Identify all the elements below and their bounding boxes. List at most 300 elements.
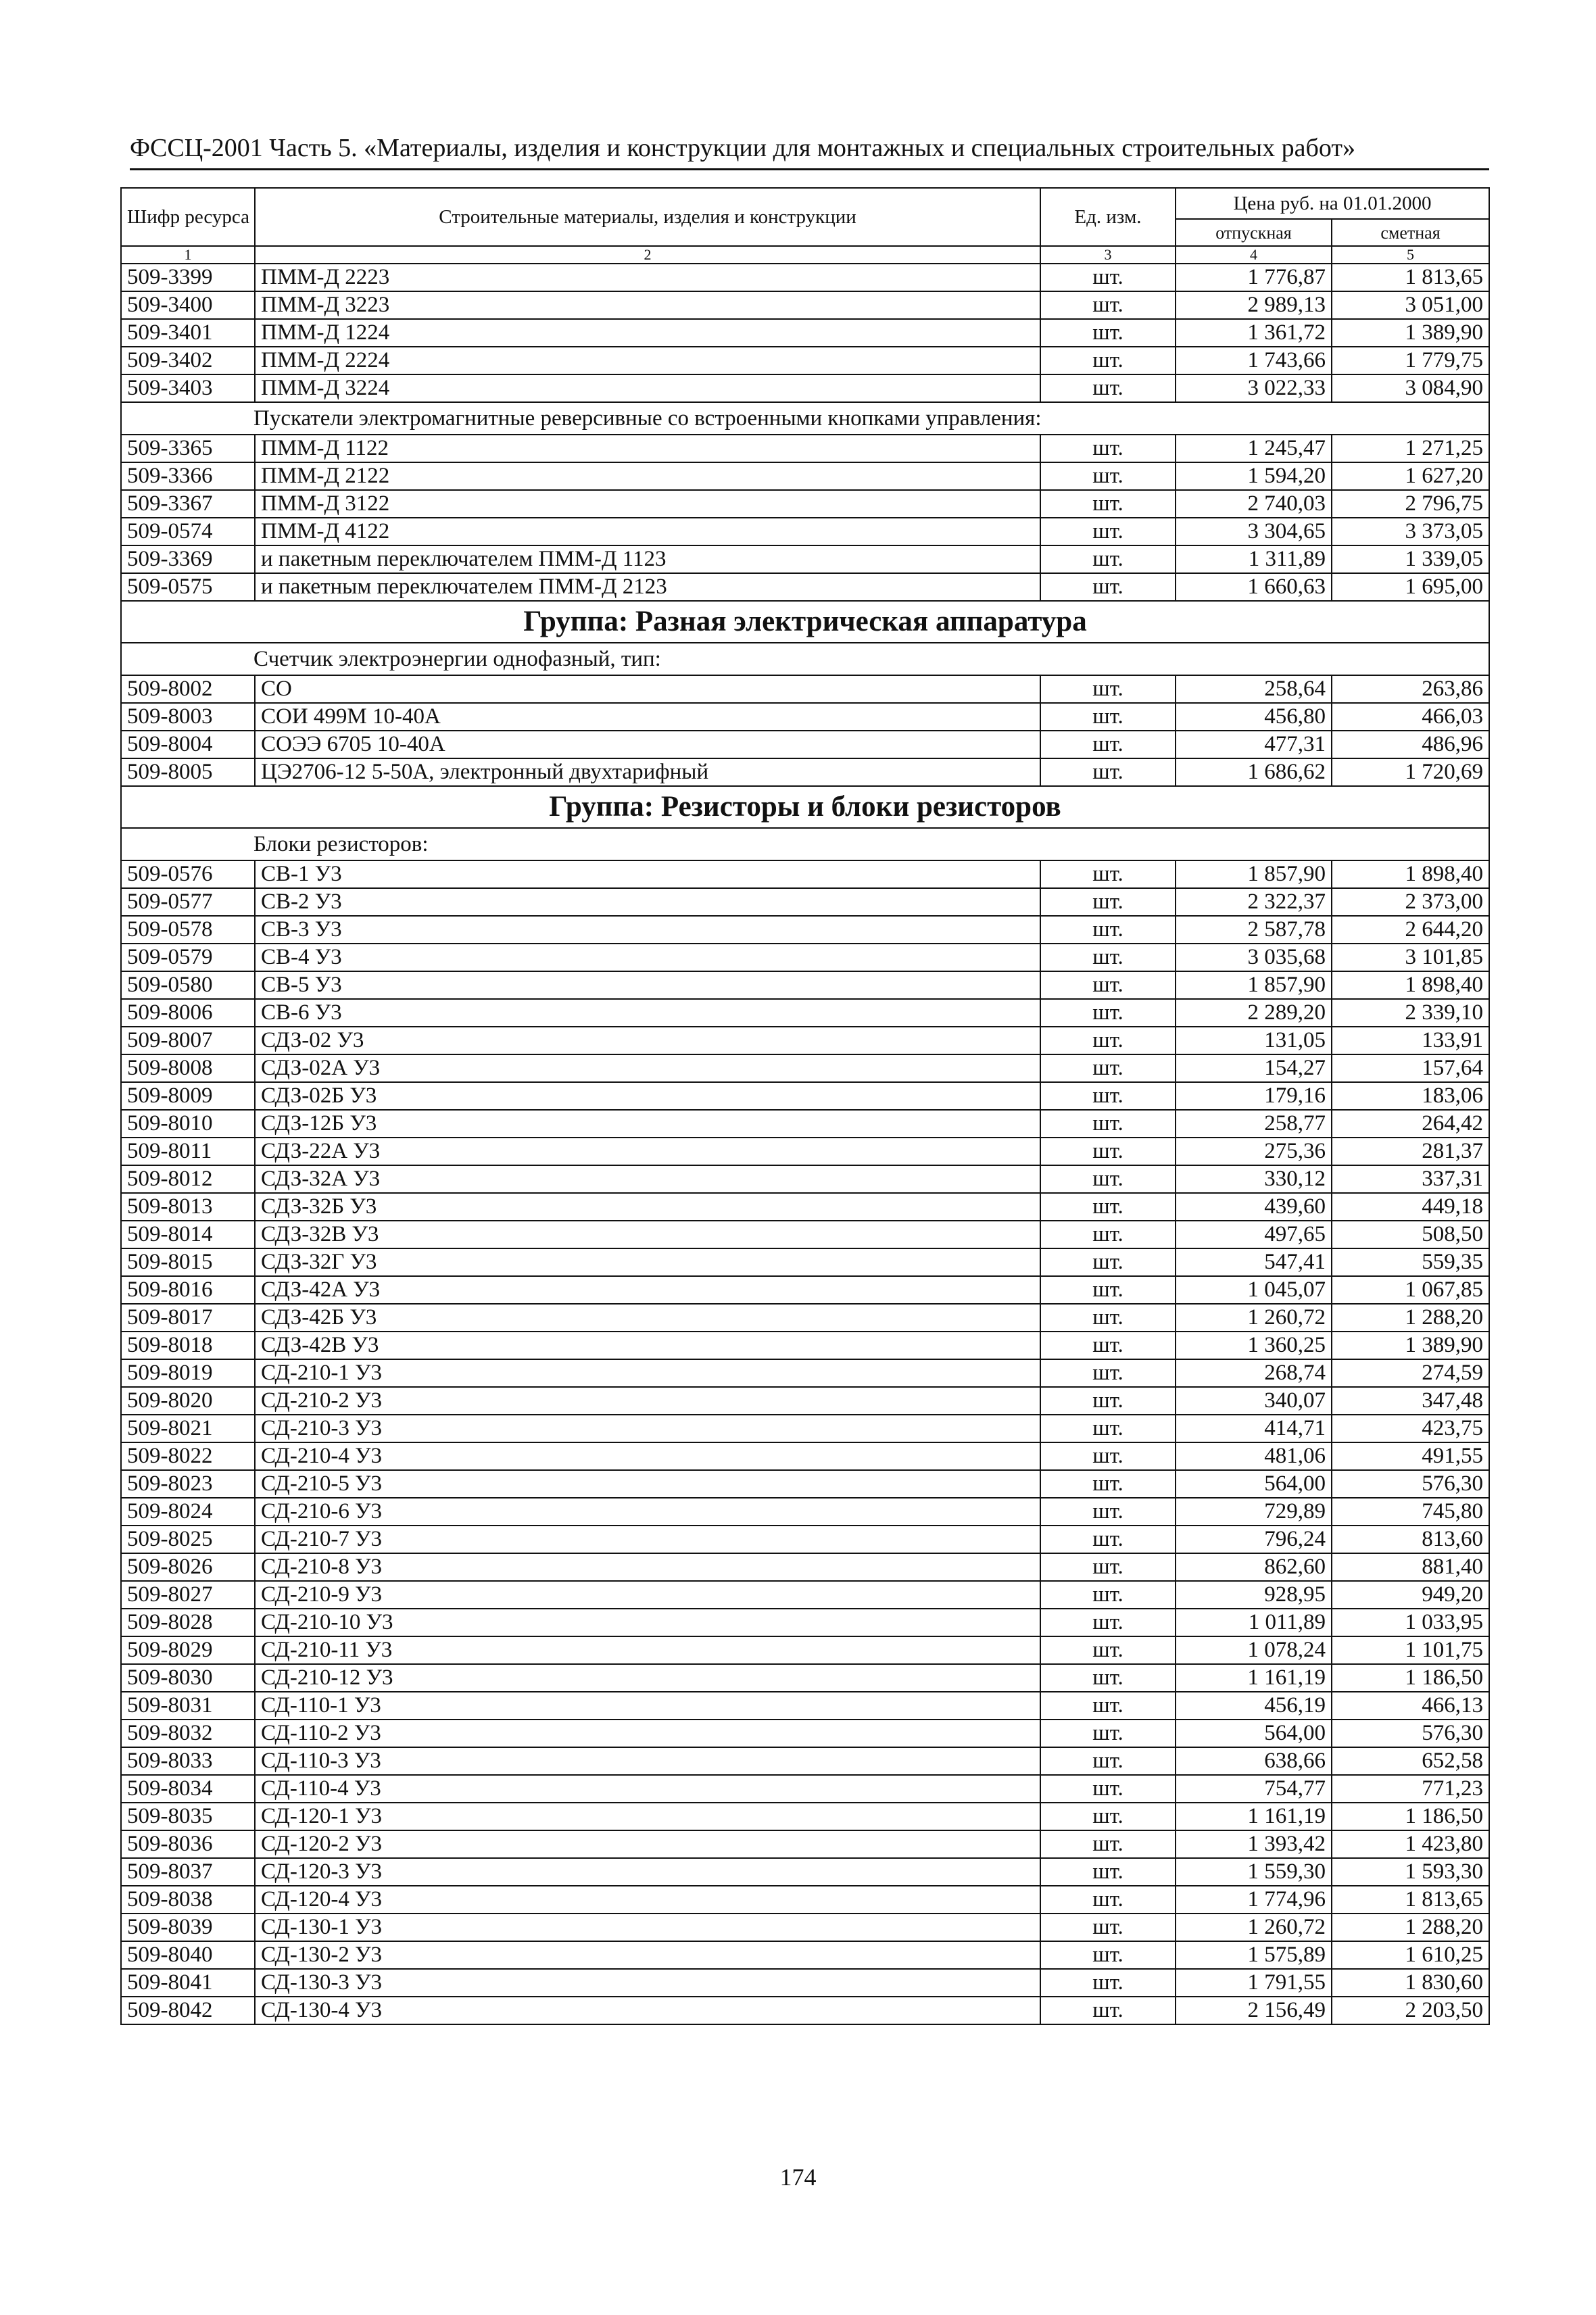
cell-estimate-price: 1 813,65 <box>1332 264 1489 291</box>
table-row <box>121 518 1489 545</box>
cell-unit: шт. <box>1040 1830 1176 1858</box>
cell-code: 509-8007 <box>121 1027 255 1054</box>
table-row <box>121 1581 1489 1609</box>
table-row <box>121 758 1489 786</box>
cell-estimate-price: 1 033,95 <box>1332 1609 1489 1636</box>
cell-estimate-price: 576,30 <box>1332 1720 1489 1747</box>
cell-name: СД-210-12 У3 <box>255 1664 1040 1692</box>
table-row <box>121 490 1489 518</box>
cell-estimate-price: 347,48 <box>1332 1387 1489 1415</box>
col-number: 5 <box>1332 246 1489 264</box>
cell-estimate-price: 274,59 <box>1332 1359 1489 1387</box>
cell-name: СД-130-4 У3 <box>255 1997 1040 2024</box>
cell-unit: шт. <box>1040 1054 1176 1082</box>
cell-name: СД-210-3 У3 <box>255 1415 1040 1442</box>
cell-name: СДЗ-12Б У3 <box>255 1110 1040 1138</box>
cell-code: 509-8012 <box>121 1165 255 1193</box>
cell-release-price: 2 156,49 <box>1176 1997 1332 2024</box>
cell-name: СД-210-6 У3 <box>255 1498 1040 1526</box>
cell-release-price: 3 035,68 <box>1176 944 1332 971</box>
cell-code: 509-8019 <box>121 1359 255 1387</box>
cell-release-price: 1 011,89 <box>1176 1609 1332 1636</box>
cell-release-price: 1 161,19 <box>1176 1664 1332 1692</box>
table-row <box>121 1470 1489 1498</box>
cell-estimate-price: 1 186,50 <box>1332 1664 1489 1692</box>
cell-release-price: 1 559,30 <box>1176 1858 1332 1886</box>
cell-release-price: 2 587,78 <box>1176 916 1332 944</box>
cell-name: ПММ-Д 2224 <box>255 347 1040 374</box>
cell-unit: шт. <box>1040 731 1176 758</box>
table-row <box>121 573 1489 601</box>
cell-estimate-price: 949,20 <box>1332 1581 1489 1609</box>
cell-estimate-price: 1 389,90 <box>1332 1332 1489 1359</box>
cell-code: 509-8037 <box>121 1858 255 1886</box>
cell-name: СДЗ-02 У3 <box>255 1027 1040 1054</box>
table-row <box>121 1387 1489 1415</box>
cell-estimate-price: 1 271,25 <box>1332 435 1489 462</box>
cell-release-price: 1 260,72 <box>1176 1304 1332 1332</box>
cell-code: 509-8025 <box>121 1526 255 1553</box>
cell-estimate-price: 1 067,85 <box>1332 1276 1489 1304</box>
cell-release-price: 477,31 <box>1176 731 1332 758</box>
table-row <box>121 1498 1489 1526</box>
cell-unit: шт. <box>1040 573 1176 601</box>
table-row <box>121 1332 1489 1359</box>
table-row <box>121 1526 1489 1553</box>
cell-release-price: 564,00 <box>1176 1720 1332 1747</box>
cell-code: 509-8028 <box>121 1609 255 1636</box>
cell-name: СД-120-4 У3 <box>255 1886 1040 1914</box>
table-row <box>121 1027 1489 1054</box>
cell-release-price: 1 260,72 <box>1176 1914 1332 1941</box>
cell-code: 509-8004 <box>121 731 255 758</box>
cell-code: 509-8036 <box>121 1830 255 1858</box>
cell-code: 509-0578 <box>121 916 255 944</box>
cell-name: СД-210-9 У3 <box>255 1581 1040 1609</box>
cell-name: СДЗ-32В У3 <box>255 1221 1040 1248</box>
cell-code: 509-3401 <box>121 319 255 347</box>
table-row <box>121 1692 1489 1720</box>
cell-name: СД-110-4 У3 <box>255 1775 1040 1803</box>
col-price-header: Цена руб. на 01.01.2000 <box>1176 188 1489 219</box>
cell-code: 509-8021 <box>121 1415 255 1442</box>
cell-code: 509-8034 <box>121 1775 255 1803</box>
cell-estimate-price: 466,03 <box>1332 703 1489 731</box>
table-row <box>121 1248 1489 1276</box>
cell-name: СДЗ-32Г У3 <box>255 1248 1040 1276</box>
cell-release-price: 1 161,19 <box>1176 1803 1332 1830</box>
cell-unit: шт. <box>1040 1387 1176 1415</box>
cell-estimate-price: 3 051,00 <box>1332 291 1489 319</box>
cell-unit: шт. <box>1040 264 1176 291</box>
cell-name: ПММ-Д 3122 <box>255 490 1040 518</box>
cell-estimate-price: 771,23 <box>1332 1775 1489 1803</box>
cell-name: СДЗ-42Б У3 <box>255 1304 1040 1332</box>
cell-estimate-price: 2 373,00 <box>1332 888 1489 916</box>
col-name-header: Строительные материалы, изделия и конструкции <box>255 188 1040 246</box>
cell-release-price: 3 304,65 <box>1176 518 1332 545</box>
table-row <box>121 1914 1489 1941</box>
cell-name: СД-210-4 У3 <box>255 1442 1040 1470</box>
cell-unit: шт. <box>1040 703 1176 731</box>
cell-estimate-price: 1 101,75 <box>1332 1636 1489 1664</box>
cell-code: 509-0580 <box>121 971 255 999</box>
cell-release-price: 2 989,13 <box>1176 291 1332 319</box>
cell-name: СД-110-2 У3 <box>255 1720 1040 1747</box>
cell-unit: шт. <box>1040 518 1176 545</box>
cell-name: СОЭЭ 6705 10-40А <box>255 731 1040 758</box>
cell-release-price: 1 361,72 <box>1176 319 1332 347</box>
table-row <box>121 1997 1489 2024</box>
cell-release-price: 2 740,03 <box>1176 490 1332 518</box>
cell-code: 509-8039 <box>121 1914 255 1941</box>
cell-name: СДЗ-22А У3 <box>255 1138 1040 1165</box>
table-row <box>121 1276 1489 1304</box>
table-row <box>121 888 1489 916</box>
section-heading-row <box>121 643 1489 675</box>
table-row <box>121 1636 1489 1664</box>
cell-unit: шт. <box>1040 1276 1176 1304</box>
cell-unit: шт. <box>1040 1858 1176 1886</box>
table-row <box>121 1775 1489 1803</box>
cell-name: СВ-2 У3 <box>255 888 1040 916</box>
cell-unit: шт. <box>1040 1359 1176 1387</box>
cell-unit: шт. <box>1040 374 1176 402</box>
cell-name: ПММ-Д 4122 <box>255 518 1040 545</box>
cell-estimate-price: 2 644,20 <box>1332 916 1489 944</box>
cell-code: 509-3367 <box>121 490 255 518</box>
group-heading: Группа: Разная электрическая аппаратура <box>121 601 1489 643</box>
cell-name: и пакетным переключателем ПММ-Д 1123 <box>255 545 1040 573</box>
cell-estimate-price: 466,13 <box>1332 1692 1489 1720</box>
cell-estimate-price: 264,42 <box>1332 1110 1489 1138</box>
col-estimate-header: сметная <box>1332 219 1489 246</box>
cell-release-price: 481,06 <box>1176 1442 1332 1470</box>
cell-name: СД-120-1 У3 <box>255 1803 1040 1830</box>
cell-release-price: 1 078,24 <box>1176 1636 1332 1664</box>
cell-code: 509-3369 <box>121 545 255 573</box>
cell-release-price: 1 660,63 <box>1176 573 1332 601</box>
cell-name: СД-120-2 У3 <box>255 1830 1040 1858</box>
table-row <box>121 999 1489 1027</box>
cell-unit: шт. <box>1040 1886 1176 1914</box>
cell-unit: шт. <box>1040 1470 1176 1498</box>
cell-code: 509-8008 <box>121 1054 255 1082</box>
cell-unit: шт. <box>1040 1692 1176 1720</box>
table-row <box>121 1054 1489 1082</box>
cell-name: ПММ-Д 2122 <box>255 462 1040 490</box>
cell-unit: шт. <box>1040 347 1176 374</box>
cell-release-price: 1 791,55 <box>1176 1969 1332 1997</box>
section-heading-row <box>121 402 1489 435</box>
cell-code: 509-8035 <box>121 1803 255 1830</box>
cell-unit: шт. <box>1040 1082 1176 1110</box>
cell-estimate-price: 652,58 <box>1332 1747 1489 1775</box>
cell-code: 509-3366 <box>121 462 255 490</box>
cell-estimate-price: 1 288,20 <box>1332 1304 1489 1332</box>
cell-unit: шт. <box>1040 860 1176 888</box>
table-row <box>121 1886 1489 1914</box>
cell-unit: шт. <box>1040 1636 1176 1664</box>
table-row <box>121 731 1489 758</box>
cell-estimate-price: 183,06 <box>1332 1082 1489 1110</box>
cell-release-price: 1 686,62 <box>1176 758 1332 786</box>
table-row <box>121 291 1489 319</box>
cell-code: 509-8002 <box>121 675 255 703</box>
cell-name: СДЗ-02Б У3 <box>255 1082 1040 1110</box>
table-row <box>121 1193 1489 1221</box>
cell-code: 509-8023 <box>121 1470 255 1498</box>
cell-code: 509-8011 <box>121 1138 255 1165</box>
cell-name: СД-110-1 У3 <box>255 1692 1040 1720</box>
cell-name: ПММ-Д 3223 <box>255 291 1040 319</box>
cell-unit: шт. <box>1040 1498 1176 1526</box>
cell-estimate-price: 1 610,25 <box>1332 1941 1489 1969</box>
table-row <box>121 264 1489 291</box>
cell-release-price: 2 322,37 <box>1176 888 1332 916</box>
cell-release-price: 456,19 <box>1176 1692 1332 1720</box>
cell-estimate-price: 2 339,10 <box>1332 999 1489 1027</box>
table-row <box>121 1138 1489 1165</box>
cell-release-price: 131,05 <box>1176 1027 1332 1054</box>
cell-unit: шт. <box>1040 1027 1176 1054</box>
cell-estimate-price: 813,60 <box>1332 1526 1489 1553</box>
table-row <box>121 971 1489 999</box>
table-row <box>121 1609 1489 1636</box>
cell-estimate-price: 3 084,90 <box>1332 374 1489 402</box>
cell-name: СД-210-5 У3 <box>255 1470 1040 1498</box>
table-row <box>121 1941 1489 1969</box>
cell-estimate-price: 508,50 <box>1332 1221 1489 1248</box>
cell-code: 509-8020 <box>121 1387 255 1415</box>
cell-estimate-price: 3 373,05 <box>1332 518 1489 545</box>
cell-release-price: 1 743,66 <box>1176 347 1332 374</box>
cell-unit: шт. <box>1040 435 1176 462</box>
cell-code: 509-8022 <box>121 1442 255 1470</box>
cell-estimate-price: 133,91 <box>1332 1027 1489 1054</box>
cell-code: 509-8006 <box>121 999 255 1027</box>
table-row <box>121 916 1489 944</box>
cell-estimate-price: 3 101,85 <box>1332 944 1489 971</box>
cell-release-price: 275,36 <box>1176 1138 1332 1165</box>
cell-unit: шт. <box>1040 999 1176 1027</box>
table-row <box>121 1720 1489 1747</box>
cell-name: СД-210-2 У3 <box>255 1387 1040 1415</box>
cell-code: 509-8015 <box>121 1248 255 1276</box>
cell-code: 509-8042 <box>121 1997 255 2024</box>
page-header: ФССЦ-2001 Часть 5. «Материалы, изделия и конструкции для монтажных и специальных строительных работ» <box>130 132 1489 170</box>
table-row <box>121 1442 1489 1470</box>
cell-release-price: 1 393,42 <box>1176 1830 1332 1858</box>
cell-code: 509-8032 <box>121 1720 255 1747</box>
table-row <box>121 435 1489 462</box>
cell-estimate-price: 1 423,80 <box>1332 1830 1489 1858</box>
cell-estimate-price: 1 288,20 <box>1332 1914 1489 1941</box>
cell-code: 509-8026 <box>121 1553 255 1581</box>
table-row <box>121 1969 1489 1997</box>
cell-name: СД-210-1 У3 <box>255 1359 1040 1387</box>
cell-release-price: 2 289,20 <box>1176 999 1332 1027</box>
cell-unit: шт. <box>1040 1747 1176 1775</box>
cell-code: 509-8027 <box>121 1581 255 1609</box>
cell-release-price: 796,24 <box>1176 1526 1332 1553</box>
cell-release-price: 154,27 <box>1176 1054 1332 1082</box>
cell-code: 509-8033 <box>121 1747 255 1775</box>
cell-release-price: 729,89 <box>1176 1498 1332 1526</box>
cell-estimate-price: 1 389,90 <box>1332 319 1489 347</box>
cell-code: 509-8013 <box>121 1193 255 1221</box>
cell-unit: шт. <box>1040 319 1176 347</box>
cell-estimate-price: 449,18 <box>1332 1193 1489 1221</box>
cell-release-price: 1 776,87 <box>1176 264 1332 291</box>
cell-unit: шт. <box>1040 1581 1176 1609</box>
cell-unit: шт. <box>1040 675 1176 703</box>
cell-release-price: 3 022,33 <box>1176 374 1332 402</box>
cell-unit: шт. <box>1040 1803 1176 1830</box>
cell-code: 509-8030 <box>121 1664 255 1692</box>
cell-estimate-price: 745,80 <box>1332 1498 1489 1526</box>
table-row <box>121 462 1489 490</box>
cell-unit: шт. <box>1040 1526 1176 1553</box>
cell-unit: шт. <box>1040 1304 1176 1332</box>
cell-estimate-price: 1 830,60 <box>1332 1969 1489 1997</box>
section-heading-row <box>121 828 1489 860</box>
cell-code: 509-0574 <box>121 518 255 545</box>
cell-name: СВ-6 У3 <box>255 999 1040 1027</box>
page-number: 174 <box>779 2164 817 2191</box>
cell-name: ПММ-Д 2223 <box>255 264 1040 291</box>
cell-name: СО <box>255 675 1040 703</box>
cell-release-price: 638,66 <box>1176 1747 1332 1775</box>
cell-estimate-price: 1 695,00 <box>1332 573 1489 601</box>
group-heading: Группа: Резисторы и блоки резисторов <box>121 786 1489 828</box>
table-row <box>121 1165 1489 1193</box>
cell-code: 509-8038 <box>121 1886 255 1914</box>
table-row <box>121 1304 1489 1332</box>
table-row <box>121 1359 1489 1387</box>
cell-release-price: 1 575,89 <box>1176 1941 1332 1969</box>
cell-code: 509-8029 <box>121 1636 255 1664</box>
cell-code: 509-8041 <box>121 1969 255 1997</box>
cell-code: 509-8014 <box>121 1221 255 1248</box>
cell-release-price: 564,00 <box>1176 1470 1332 1498</box>
col-number: 1 <box>121 246 255 264</box>
cell-release-price: 258,77 <box>1176 1110 1332 1138</box>
cell-release-price: 928,95 <box>1176 1581 1332 1609</box>
table-row <box>121 1803 1489 1830</box>
cell-release-price: 330,12 <box>1176 1165 1332 1193</box>
section-heading: Блоки резисторов: <box>121 828 1489 860</box>
cell-name: СВ-4 У3 <box>255 944 1040 971</box>
table-row <box>121 1221 1489 1248</box>
cell-estimate-price: 157,64 <box>1332 1054 1489 1082</box>
cell-code: 509-8016 <box>121 1276 255 1304</box>
cell-code: 509-8040 <box>121 1941 255 1969</box>
cell-code: 509-8009 <box>121 1082 255 1110</box>
cell-unit: шт. <box>1040 1138 1176 1165</box>
cell-release-price: 1 857,90 <box>1176 971 1332 999</box>
table-row <box>121 545 1489 573</box>
cell-unit: шт. <box>1040 916 1176 944</box>
section-heading: Пускатели электромагнитные реверсивные со встроенными кнопками управления: <box>121 402 1489 435</box>
cell-release-price: 497,65 <box>1176 1221 1332 1248</box>
cell-estimate-price: 1 779,75 <box>1332 347 1489 374</box>
cell-unit: шт. <box>1040 462 1176 490</box>
cell-unit: шт. <box>1040 1775 1176 1803</box>
table-row <box>121 374 1489 402</box>
table-body <box>121 264 1489 2024</box>
table-row <box>121 347 1489 374</box>
cell-unit: шт. <box>1040 1193 1176 1221</box>
cell-code: 509-8017 <box>121 1304 255 1332</box>
cell-name: СВ-1 У3 <box>255 860 1040 888</box>
group-heading-row <box>121 601 1489 643</box>
table-row <box>121 1082 1489 1110</box>
cell-code: 509-3399 <box>121 264 255 291</box>
cell-unit: шт. <box>1040 1110 1176 1138</box>
cell-unit: шт. <box>1040 1969 1176 1997</box>
cell-code: 509-8010 <box>121 1110 255 1138</box>
cell-unit: шт. <box>1040 1997 1176 2024</box>
cell-code: 509-8031 <box>121 1692 255 1720</box>
cell-unit: шт. <box>1040 1165 1176 1193</box>
cell-estimate-price: 423,75 <box>1332 1415 1489 1442</box>
cell-estimate-price: 1 627,20 <box>1332 462 1489 490</box>
cell-unit: шт. <box>1040 1664 1176 1692</box>
cell-code: 509-8005 <box>121 758 255 786</box>
cell-release-price: 456,80 <box>1176 703 1332 731</box>
cell-name: СД-110-3 У3 <box>255 1747 1040 1775</box>
cell-unit: шт. <box>1040 291 1176 319</box>
cell-code: 509-3403 <box>121 374 255 402</box>
col-number: 3 <box>1040 246 1176 264</box>
cell-estimate-price: 337,31 <box>1332 1165 1489 1193</box>
cell-name: ПММ-Д 3224 <box>255 374 1040 402</box>
cell-unit: шт. <box>1040 1248 1176 1276</box>
cell-release-price: 1 045,07 <box>1176 1276 1332 1304</box>
col-number: 2 <box>255 246 1040 264</box>
col-release-header: отпускная <box>1176 219 1332 246</box>
cell-estimate-price: 559,35 <box>1332 1248 1489 1276</box>
cell-estimate-price: 1 813,65 <box>1332 1886 1489 1914</box>
cell-release-price: 1 360,25 <box>1176 1332 1332 1359</box>
table-row <box>121 1858 1489 1886</box>
cell-unit: шт. <box>1040 1415 1176 1442</box>
cell-name: ЦЭ2706-12 5-50А, электронный двухтарифный <box>255 758 1040 786</box>
col-unit-header: Ед. изм. <box>1040 188 1176 246</box>
cell-unit: шт. <box>1040 490 1176 518</box>
cell-release-price: 1 594,20 <box>1176 462 1332 490</box>
group-heading-row <box>121 786 1489 828</box>
table-row <box>121 1553 1489 1581</box>
table-row <box>121 860 1489 888</box>
cell-name: СД-210-8 У3 <box>255 1553 1040 1581</box>
cell-estimate-price: 281,37 <box>1332 1138 1489 1165</box>
cell-release-price: 439,60 <box>1176 1193 1332 1221</box>
cell-name: СД-130-1 У3 <box>255 1914 1040 1941</box>
cell-name: СД-210-11 У3 <box>255 1636 1040 1664</box>
cell-estimate-price: 486,96 <box>1332 731 1489 758</box>
cell-estimate-price: 1 593,30 <box>1332 1858 1489 1886</box>
cell-name: СВ-5 У3 <box>255 971 1040 999</box>
cell-code: 509-0576 <box>121 860 255 888</box>
cell-estimate-price: 1 339,05 <box>1332 545 1489 573</box>
cell-name: СВ-3 У3 <box>255 916 1040 944</box>
cell-release-price: 179,16 <box>1176 1082 1332 1110</box>
table-row <box>121 1110 1489 1138</box>
cell-estimate-price: 1 720,69 <box>1332 758 1489 786</box>
cell-name: СД-210-7 У3 <box>255 1526 1040 1553</box>
